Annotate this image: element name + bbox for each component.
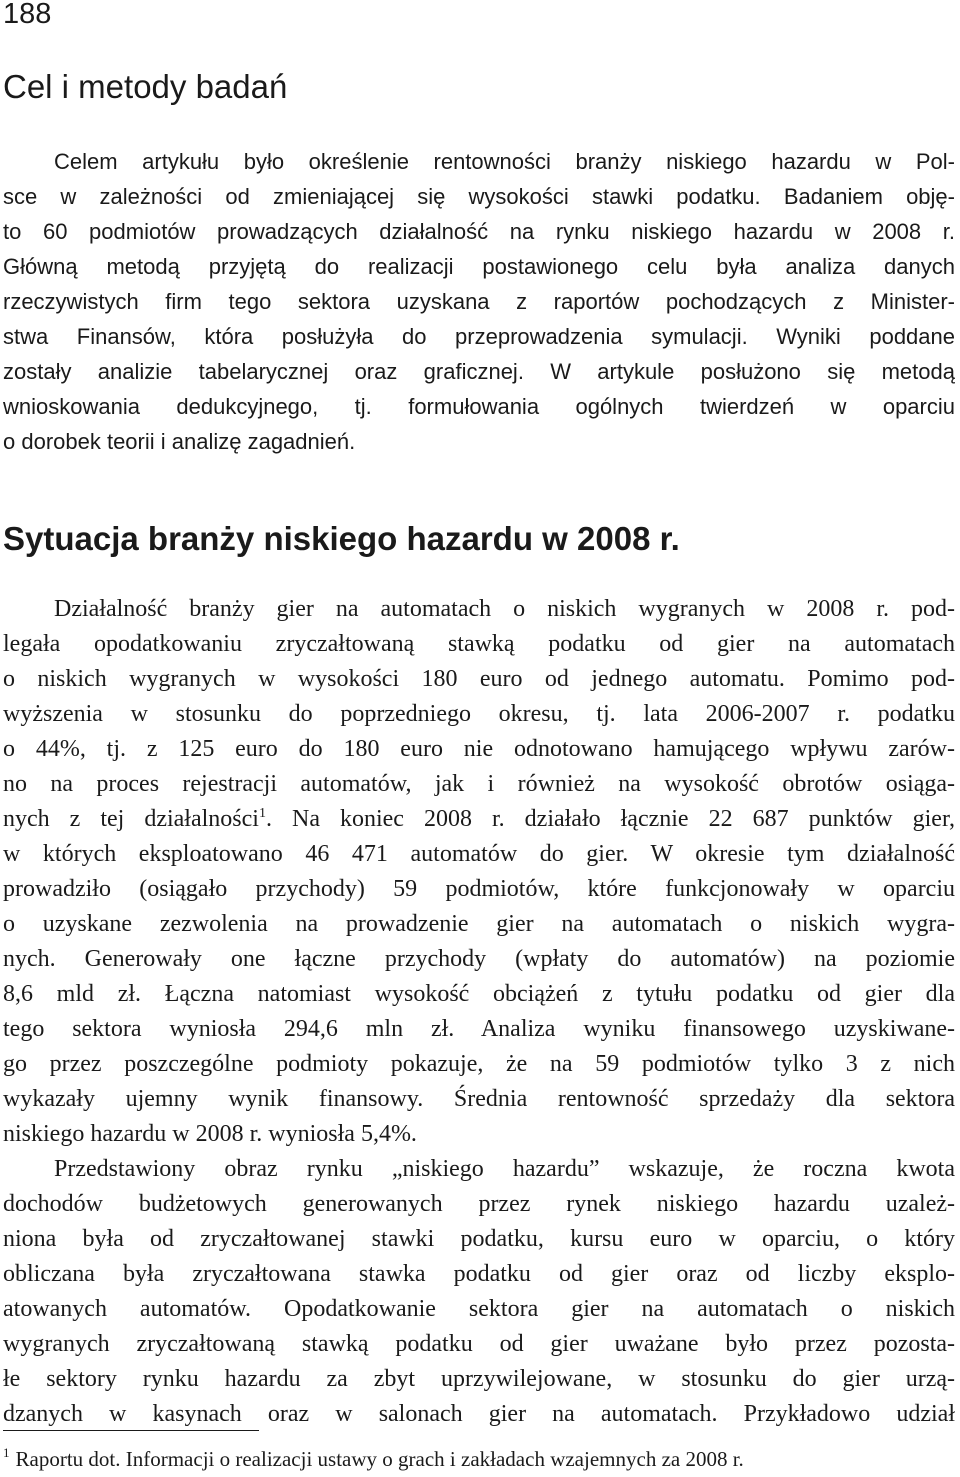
text-fragment: nych z tej działalności xyxy=(3,806,259,832)
text-line: niona była od zryczałtowanej stawki podatku, kursu euro w oparciu, o który xyxy=(3,1226,955,1252)
text-line: wykazały ujemny wynik finansowy. Średnia rentowność sprzedaży dla sektora xyxy=(3,1086,955,1112)
text-line: no na proces rejestracji automatów, jak i również na wysokość obrotów osiąga- xyxy=(3,771,955,797)
text-line: legała opodatkowaniu zryczałtowaną stawką podatku od gier na automatach xyxy=(3,631,955,657)
text-line: sce w zależności od zmieniającej się wysokości stawki podatku. Badaniem obję- xyxy=(3,184,955,209)
text-line: nych. Generowały one łączne przychody (wpłaty do automatów) na poziomie xyxy=(3,946,955,972)
paragraph-methods xyxy=(0,144,960,459)
text-line: wyższenia w stosunku do poprzedniego okresu, tj. lata 2006-2007 r. podatku xyxy=(3,701,955,727)
text-line: rzeczywistych firm tego sektora uzyskana z raportów pochodzących z Minister- xyxy=(3,289,955,314)
text-line: dzanych w kasynach oraz w salonach gier na automatach. Przykładowo udział xyxy=(3,1401,955,1427)
text-line: o dorobek teorii i analizę zagadnień. xyxy=(3,429,356,454)
text-line: tego sektora wyniosła 294,6 mln zł. Analiza wyniku finansowego uzyskiwane- xyxy=(3,1016,955,1042)
footnote-divider xyxy=(3,1430,259,1431)
footnote-reference[interactable]: 1 xyxy=(258,806,266,821)
text-line: niskiego hazardu w 2008 r. wyniosła 5,4%. xyxy=(3,1121,417,1147)
text-line: 8,6 mld zł. Łączna natomiast wysokość obciążeń z tytułu podatku od gier dla xyxy=(3,981,955,1007)
text-line: obliczana była zryczałtowana stawka podatku od gier oraz od liczby eksplo- xyxy=(3,1261,955,1287)
text-line: Przedstawiony obraz rynku „niskiego hazardu” wskazuje, że roczna kwota xyxy=(54,1156,955,1182)
page-number: 188 xyxy=(3,0,52,30)
footnote xyxy=(3,1446,744,1472)
text-line: o niskich wygranych w wysokości 180 euro od jednego automatu. Pomimo pod- xyxy=(3,666,955,692)
text-line: o uzyskane zezwolenia na prowadzenie gier na automatach o niskich wygra- xyxy=(3,911,955,937)
text-line: stwa Finansów, która posłużyła do przeprowadzenia symulacji. Wyniki poddane xyxy=(3,324,955,349)
text-line: go przez poszczególne podmioty pokazuje, że na 59 podmiotów tylko 3 z nich xyxy=(3,1051,955,1077)
text-line: Główną metodą przyjętą do realizacji postawionego celu była analiza danych xyxy=(3,254,955,279)
text-line: dochodów budżetowych generowanych przez rynek niskiego hazardu uzależ- xyxy=(3,1191,955,1217)
text-line-with-footnote xyxy=(0,802,960,837)
footnote-number: 1 xyxy=(3,1445,10,1460)
section-heading-situation: Sytuacja branży niskiego hazardu w 2008 r. xyxy=(3,520,680,557)
text-line: zostały analizie tabelarycznej oraz graficznej. W artykule posłużono się metodą xyxy=(3,359,955,384)
paragraph-situation xyxy=(0,592,960,1432)
text-line: Działalność branży gier na automatach o niskich wygranych w 2008 r. pod- xyxy=(54,596,955,622)
text-line: wygranych zryczałtowaną stawką podatku od gier uważane było przez pozosta- xyxy=(3,1331,955,1357)
text-line: wnioskowania dedukcyjnego, tj. formułowania ogólnych twierdzeń w oparciu xyxy=(3,394,955,419)
footnote-text: Raportu dot. Informacji o realizacji ustawy o grach i zakładach wzajemnych za 2008 r. xyxy=(15,1447,744,1471)
text-line: o 44%, tj. z 125 euro do 180 euro nie odnotowano hamującego wpływu zarów- xyxy=(3,736,955,762)
text-line: prowadziło (osiągało przychody) 59 podmiotów, które funkcjonowały w oparciu xyxy=(3,876,955,902)
text-fragment: . Na koniec 2008 r. działało łącznie 22 687 punktów gier, xyxy=(265,806,955,832)
text-line: Celem artykułu było określenie rentowności branży niskiego hazardu w Pol- xyxy=(54,149,955,174)
text-line: w których eksploatowano 46 471 automatów do gier. W okresie tym działalność xyxy=(3,841,955,867)
text-line: łe sektory rynku hazardu za zbyt uprzywilejowane, w stosunku do gier urzą- xyxy=(3,1366,955,1392)
section-heading-methods: Cel i metody badań xyxy=(3,68,288,105)
text-line: to 60 podmiotów prowadzących działalność na rynku niskiego hazardu w 2008 r. xyxy=(3,219,955,244)
text-line: atowanych automatów. Opodatkowanie sektora gier na automatach o niskich xyxy=(3,1296,955,1322)
